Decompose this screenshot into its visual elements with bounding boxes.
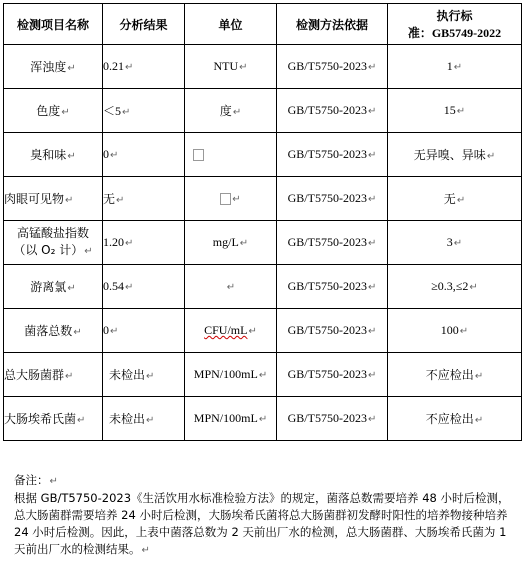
paragraph-mark: ↵ bbox=[367, 238, 377, 249]
cell-standard bbox=[388, 133, 522, 177]
cell-unit bbox=[185, 177, 277, 221]
paragraph-mark: ↵ bbox=[125, 282, 134, 293]
cell-standard bbox=[388, 221, 522, 265]
header-item-name: 检测项目名称 bbox=[4, 4, 103, 45]
paragraph-mark: ↵ bbox=[116, 195, 125, 206]
paragraph-mark: ↵ bbox=[146, 371, 155, 382]
cell-value bbox=[103, 45, 185, 89]
cell-unit-text: mg/L bbox=[212, 235, 239, 249]
paragraph-mark: ↵ bbox=[367, 194, 377, 205]
cell-value bbox=[103, 265, 185, 309]
cell-name-text: 菌落总数 bbox=[24, 324, 73, 338]
table-row bbox=[4, 133, 522, 177]
paragraph-mark: ↵ bbox=[258, 414, 268, 425]
cell-standard bbox=[388, 265, 522, 309]
cell-name bbox=[4, 45, 103, 89]
paragraph-mark: ↵ bbox=[258, 370, 268, 381]
cell-unit-text: 度 bbox=[219, 104, 232, 118]
table-row bbox=[4, 177, 522, 221]
cell-standard-text: 无 bbox=[443, 192, 456, 206]
cell-name bbox=[4, 309, 103, 353]
cell-standard-text: 1 bbox=[446, 59, 453, 73]
cell-method bbox=[277, 89, 388, 133]
paragraph-mark: ↵ bbox=[73, 327, 82, 338]
cell-method bbox=[277, 177, 388, 221]
cell-value-text: 0 bbox=[103, 147, 109, 161]
cell-unit-text: NTU bbox=[213, 59, 239, 73]
paragraph-mark: ↵ bbox=[453, 238, 463, 249]
notes-body bbox=[14, 490, 520, 559]
notes-title bbox=[14, 472, 520, 490]
cell-method-text: GB/T5750-2023 bbox=[287, 103, 367, 117]
cell-method-text: GB/T5750-2023 bbox=[287, 411, 367, 425]
header-standard-line2: 准：GB5749-2022 bbox=[407, 26, 502, 40]
cell-name-text: 高锰酸盐指数 bbox=[16, 226, 89, 240]
cell-standard bbox=[388, 177, 522, 221]
cell-value-text: 0.21 bbox=[103, 59, 124, 73]
cell-name bbox=[4, 221, 103, 265]
header-result: 分析结果 bbox=[103, 4, 185, 45]
cell-value-text: 0 bbox=[103, 323, 109, 337]
cell-value-text: 未检出 bbox=[109, 368, 146, 382]
paragraph-mark: ↵ bbox=[141, 545, 150, 556]
paragraph-mark: ↵ bbox=[146, 415, 155, 426]
cell-method-text: GB/T5750-2023 bbox=[287, 235, 367, 249]
cell-method-text: GB/T5750-2023 bbox=[287, 367, 367, 381]
cell-name bbox=[4, 133, 103, 177]
paragraph-mark: ↵ bbox=[232, 107, 242, 118]
table-header-row bbox=[4, 4, 522, 45]
cell-standard bbox=[388, 397, 522, 441]
paragraph-mark: ↵ bbox=[453, 62, 463, 73]
header-standard-line1: 执行标 bbox=[436, 9, 473, 23]
paragraph-mark: ↵ bbox=[67, 151, 76, 162]
cell-method bbox=[277, 221, 388, 265]
cell-method bbox=[277, 397, 388, 441]
header-unit: 单位 bbox=[185, 4, 277, 45]
table-row bbox=[4, 353, 522, 397]
cell-standard bbox=[388, 89, 522, 133]
cell-value-text: 未检出 bbox=[109, 412, 146, 426]
paragraph-mark: ↵ bbox=[67, 283, 76, 294]
cell-standard-text: ≥0.3,≤2 bbox=[431, 279, 469, 293]
header-method: 检测方法依据 bbox=[277, 4, 388, 45]
table-row bbox=[4, 221, 522, 265]
cell-method-text: GB/T5750-2023 bbox=[287, 279, 367, 293]
cell-value bbox=[103, 397, 185, 441]
table-row bbox=[4, 89, 522, 133]
cell-method-text: GB/T5750-2023 bbox=[287, 59, 367, 73]
table-row bbox=[4, 265, 522, 309]
paragraph-mark: ↵ bbox=[248, 326, 257, 337]
paragraph-mark: ↵ bbox=[474, 415, 484, 426]
water-quality-report-table bbox=[3, 3, 522, 441]
cell-standard-text: 不应检出 bbox=[425, 412, 474, 426]
cell-standard-text: 100 bbox=[440, 323, 459, 337]
paragraph-mark: ↵ bbox=[367, 326, 377, 337]
paragraph-mark: ↵ bbox=[110, 150, 119, 161]
header-standard bbox=[388, 4, 522, 45]
paragraph-mark: ↵ bbox=[84, 246, 93, 257]
paragraph-mark: ↵ bbox=[367, 106, 377, 117]
paragraph-mark: ↵ bbox=[469, 282, 478, 293]
cell-value-text: 1.20 bbox=[103, 235, 124, 249]
cell-value bbox=[103, 89, 185, 133]
cell-method bbox=[277, 133, 388, 177]
cell-standard bbox=[388, 45, 522, 89]
cell-method bbox=[277, 265, 388, 309]
paragraph-mark: ↵ bbox=[61, 107, 70, 118]
cell-value-text: 0.54 bbox=[103, 279, 124, 293]
paragraph-mark: ↵ bbox=[486, 151, 496, 162]
paragraph-mark: ↵ bbox=[67, 63, 76, 74]
cell-value bbox=[103, 309, 185, 353]
cell-unit bbox=[185, 353, 277, 397]
empty-box-icon bbox=[220, 193, 231, 205]
paragraph-mark: ↵ bbox=[125, 62, 134, 73]
cell-name-text: 大肠埃希氏菌 bbox=[4, 412, 77, 426]
paragraph-mark: ↵ bbox=[456, 106, 466, 117]
paragraph-mark: ↵ bbox=[367, 62, 377, 73]
cell-value bbox=[103, 133, 185, 177]
cell-unit-text: MPN/100mL bbox=[193, 411, 258, 425]
cell-value-text: 无 bbox=[103, 192, 116, 206]
table-row bbox=[4, 309, 522, 353]
cell-name-text: 肉眼可见物 bbox=[4, 192, 65, 206]
cell-method-text: GB/T5750-2023 bbox=[287, 323, 367, 337]
cell-standard bbox=[388, 309, 522, 353]
table-row bbox=[4, 397, 522, 441]
paragraph-mark: ↵ bbox=[65, 371, 74, 382]
empty-box-icon bbox=[193, 149, 204, 161]
paragraph-mark: ↵ bbox=[456, 195, 466, 206]
notes-title-text: 备注： bbox=[14, 473, 49, 487]
paragraph-mark: ↵ bbox=[122, 107, 131, 118]
cell-name-text: 色度 bbox=[36, 104, 61, 118]
cell-method bbox=[277, 353, 388, 397]
cell-name bbox=[4, 353, 103, 397]
cell-standard-text: 无异嗅、异味 bbox=[413, 148, 486, 162]
paragraph-mark: ↵ bbox=[77, 415, 86, 426]
cell-method bbox=[277, 45, 388, 89]
cell-value bbox=[103, 177, 185, 221]
paragraph-mark: ↵ bbox=[65, 195, 74, 206]
cell-name-text: 浑浊度 bbox=[30, 60, 67, 74]
cell-unit-text: CFU/mL bbox=[204, 323, 248, 337]
paragraph-mark: ↵ bbox=[239, 238, 249, 249]
cell-name bbox=[4, 89, 103, 133]
cell-value-text: ＜5 bbox=[103, 104, 122, 118]
paragraph-mark: ↵ bbox=[367, 370, 377, 381]
cell-unit bbox=[185, 45, 277, 89]
paragraph-mark: ↵ bbox=[125, 238, 134, 249]
cell-value bbox=[103, 221, 185, 265]
paragraph-mark: ↵ bbox=[367, 150, 377, 161]
cell-standard bbox=[388, 353, 522, 397]
cell-name-text: 臭和味 bbox=[30, 148, 67, 162]
cell-unit bbox=[185, 265, 277, 309]
paragraph-mark: ↵ bbox=[239, 62, 248, 73]
cell-name bbox=[4, 177, 103, 221]
cell-name-subtext: （以 O₂ 计） bbox=[13, 243, 84, 257]
cell-unit bbox=[185, 309, 277, 353]
paragraph-mark: ↵ bbox=[49, 476, 58, 487]
cell-name-text: 游离氯 bbox=[30, 280, 67, 294]
cell-standard-text: 15 bbox=[443, 103, 456, 117]
paragraph-mark: ↵ bbox=[232, 194, 241, 205]
paragraph-mark: ↵ bbox=[367, 414, 377, 425]
cell-name-text: 总大肠菌群 bbox=[4, 368, 65, 382]
cell-method-text: GB/T5750-2023 bbox=[287, 147, 367, 161]
paragraph-mark: ↵ bbox=[110, 326, 119, 337]
cell-name bbox=[4, 397, 103, 441]
cell-name bbox=[4, 265, 103, 309]
cell-unit bbox=[185, 89, 277, 133]
notes-body-text: 根据 GB/T5750-2023《生活饮用水标准检验方法》的规定，菌落总数需要培养 48 小时后检测，总大肠菌群需要培养 24 小时后检测，大肠埃希氏菌将总大肠菌群初发酵时阳性的培养物接种培养 24 小时后检测。因此，上表中菌落总数为 2 天前出厂水的检测，总大肠菌群、大肠埃希氏菌为 1 天前出厂水的检测结果。 bbox=[14, 491, 510, 556]
cell-unit bbox=[185, 133, 277, 177]
paragraph-mark: ↵ bbox=[459, 326, 469, 337]
cell-standard-text: 3 bbox=[446, 235, 453, 249]
paragraph-mark: ↵ bbox=[367, 282, 377, 293]
cell-method bbox=[277, 309, 388, 353]
notes-section bbox=[14, 472, 520, 559]
cell-method-text: GB/T5750-2023 bbox=[287, 191, 367, 205]
cell-standard-text: 不应检出 bbox=[425, 368, 474, 382]
paragraph-mark: ↵ bbox=[474, 371, 484, 382]
paragraph-mark: ↵ bbox=[226, 282, 236, 293]
cell-value bbox=[103, 353, 185, 397]
cell-unit-text: MPN/100mL bbox=[193, 367, 258, 381]
table-row bbox=[4, 45, 522, 89]
cell-unit bbox=[185, 397, 277, 441]
cell-unit bbox=[185, 221, 277, 265]
